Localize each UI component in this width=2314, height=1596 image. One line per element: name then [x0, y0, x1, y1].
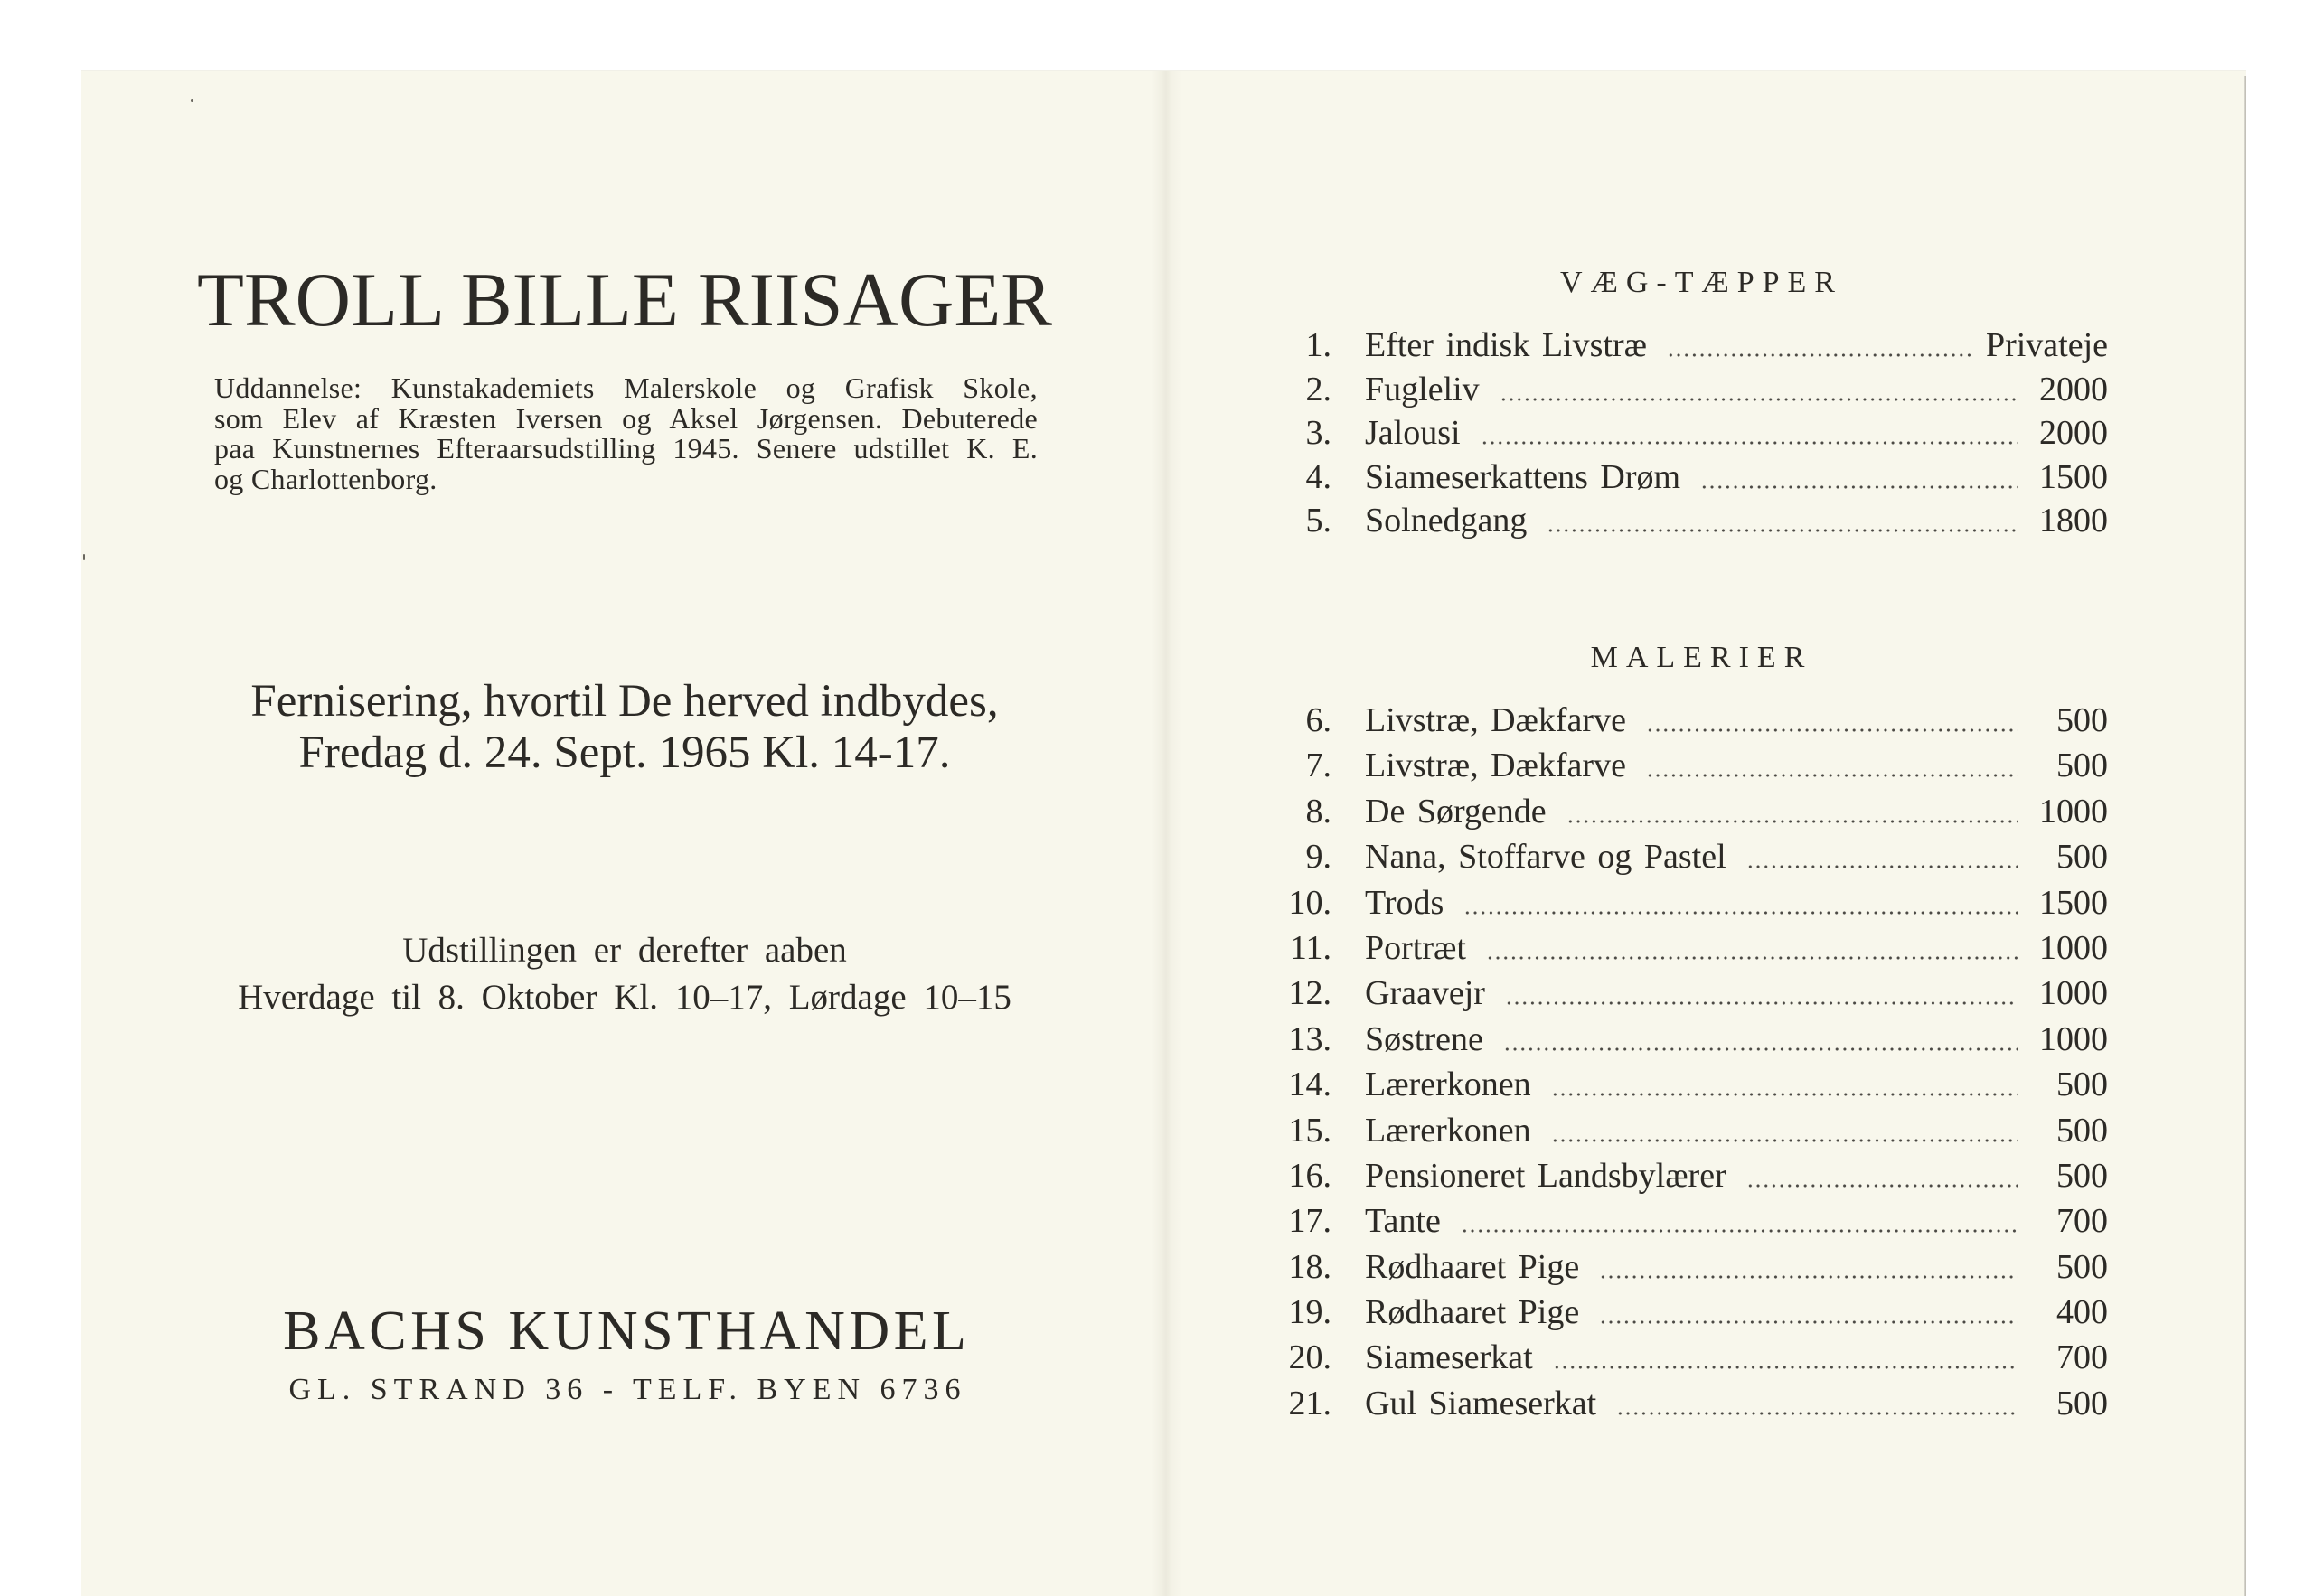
item-title: Graavejr [1365, 974, 1485, 1013]
item-title: Lærerkonen [1365, 1111, 1531, 1150]
catalogue-item [1264, 925, 2108, 971]
bio-line: og Charlottenborg. [214, 463, 437, 496]
item-title: Jalousi [1365, 414, 1461, 453]
item-price: Privateje [1985, 326, 2108, 364]
bio-line: som Elev af Kræsten Iversen og Aksel Jørgensen. Debuterede [214, 401, 1038, 435]
item-title: Pensioneret Landsbylærer [1365, 1156, 1726, 1195]
item-number: 5. [1305, 502, 1331, 540]
artist-biography [214, 373, 1038, 495]
item-title: Portræt [1365, 928, 1466, 967]
dot-leader [1700, 485, 2018, 489]
item-title: De Sørgende [1365, 792, 1547, 831]
catalogue-item [1264, 743, 2108, 788]
item-title: Solnedgang [1365, 502, 1528, 540]
item-number: 9. [1305, 838, 1331, 877]
item-number: 15. [1288, 1111, 1331, 1150]
item-number: 14. [1288, 1066, 1331, 1104]
bio-line: Uddannelse: Kunstakademiets Malerskole og Grafisk Skole, [214, 371, 1038, 404]
item-number: 20. [1288, 1338, 1331, 1377]
item-price: 400 [2056, 1293, 2108, 1332]
item-title: Nana, Stoffarve og Pastel [1365, 838, 1726, 877]
item-price: 1500 [2039, 457, 2108, 496]
item-number: 12. [1288, 974, 1331, 1013]
item-number: 3. [1305, 414, 1331, 453]
item-number: 6. [1305, 701, 1331, 739]
catalogue-item [1264, 1017, 2108, 1062]
catalogue-item [1264, 880, 2108, 925]
item-price: 700 [2056, 1338, 2108, 1377]
catalogue-item [1264, 324, 2108, 368]
dot-leader [1646, 728, 2018, 732]
dot-leader [1746, 865, 2018, 868]
opening-date-line: Fredag d. 24. Sept. 1965 Kl. 14-17. [298, 728, 951, 778]
dot-leader [1551, 1139, 2018, 1142]
paper-right-edge [2244, 76, 2246, 1596]
item-price: 1000 [2039, 974, 2108, 1013]
catalogue-item [1264, 971, 2108, 1016]
item-price: 500 [2056, 746, 2108, 785]
dot-leader [1547, 529, 2018, 532]
item-title: Efter indisk Livstræ [1365, 326, 1647, 364]
item-price: 500 [2056, 1156, 2108, 1195]
catalogue-item [1264, 834, 2108, 879]
item-price: 1000 [2039, 928, 2108, 967]
opening-hours-line: Hverdage til 8. Oktober Kl. 10–17, Lørdage 10–15 [238, 978, 1011, 1017]
paper-speck [83, 554, 85, 560]
catalogue-item [1264, 1198, 2108, 1244]
catalogue-item [1264, 411, 2108, 455]
item-number: 10. [1288, 883, 1331, 922]
gallery-name: BACHS KUNSTHANDEL [283, 1300, 971, 1362]
dot-leader [1551, 1093, 2018, 1096]
catalogue-item [1264, 698, 2108, 743]
item-title: Siameserkat [1365, 1338, 1533, 1377]
paper-speck [191, 99, 193, 102]
item-price: 500 [2056, 701, 2108, 739]
catalogue-item [1264, 368, 2108, 412]
item-title: Livstræ, Dækfarve [1365, 701, 1626, 739]
item-number: 21. [1288, 1384, 1331, 1422]
item-price: 500 [2056, 1066, 2108, 1104]
opening-invitation-line: Fernisering, hvortil De herved indbydes, [250, 676, 999, 727]
item-title: Rødhaaret Pige [1365, 1293, 1580, 1332]
bio-line: paa Kunstnernes Efteraarsudstilling 1945. Senere udstillet K. E. [214, 432, 1038, 465]
catalogue-item [1264, 789, 2108, 834]
item-price: 500 [2056, 838, 2108, 877]
item-price: 1800 [2039, 502, 2108, 540]
item-number: 17. [1288, 1202, 1331, 1241]
item-number: 4. [1305, 457, 1331, 496]
item-title: Lærerkonen [1365, 1066, 1531, 1104]
painting-list [1264, 698, 2108, 1426]
item-price: 700 [2056, 1202, 2108, 1241]
dot-leader [1500, 398, 2018, 401]
dot-leader [1646, 774, 2018, 777]
item-number: 18. [1288, 1247, 1331, 1286]
catalogue-item [1264, 499, 2108, 543]
item-price: 2000 [2039, 414, 2108, 453]
catalogue-item [1264, 1335, 2108, 1380]
tapestry-list [1264, 324, 2108, 543]
catalogue-item [1264, 1062, 2108, 1107]
section-heading-tapestries: VÆG-TÆPPER [1560, 266, 1843, 299]
item-price: 2000 [2039, 370, 2108, 408]
catalogue-item [1264, 1381, 2108, 1426]
gallery-address: GL. STRAND 36 - TELF. BYEN 6736 [288, 1373, 967, 1406]
item-number: 13. [1288, 1019, 1331, 1058]
item-number: 2. [1305, 370, 1331, 408]
catalogue-item [1264, 1290, 2108, 1335]
dot-leader [1461, 1229, 2018, 1233]
catalogue-item [1264, 1108, 2108, 1153]
dot-leader [1566, 820, 2018, 823]
dot-leader [1481, 441, 2018, 445]
dot-leader [1503, 1047, 2018, 1051]
section-heading-paintings: MALERIER [1590, 641, 1813, 674]
item-price: 500 [2056, 1384, 2108, 1422]
item-title: Tante [1365, 1202, 1441, 1241]
item-title: Gul Siameserkat [1365, 1384, 1597, 1422]
dot-leader [1463, 911, 2018, 915]
dot-leader [1616, 1412, 2018, 1415]
item-number: 11. [1289, 928, 1331, 967]
item-number: 8. [1305, 792, 1331, 831]
item-number: 1. [1305, 326, 1331, 364]
dot-leader [1599, 1275, 2018, 1279]
item-number: 7. [1305, 746, 1331, 785]
dot-leader [1746, 1184, 2018, 1188]
exhibition-open-line: Udstillingen er derefter aaben [402, 931, 847, 970]
item-price: 1000 [2039, 1019, 2108, 1058]
dot-leader [1667, 353, 1973, 357]
dot-leader [1553, 1366, 2018, 1369]
item-title: Søstrene [1365, 1019, 1483, 1058]
dot-leader [1599, 1320, 2018, 1324]
item-number: 16. [1288, 1156, 1331, 1195]
item-number: 19. [1288, 1293, 1331, 1332]
item-price: 500 [2056, 1247, 2108, 1286]
catalogue-item [1264, 455, 2108, 500]
item-price: 1000 [2039, 792, 2108, 831]
dot-leader [1505, 1001, 2018, 1005]
item-price: 1500 [2039, 883, 2108, 922]
artist-name: TROLL BILLE RIISAGER [197, 258, 1052, 343]
item-price: 500 [2056, 1111, 2108, 1150]
item-title: Fugleliv [1365, 370, 1480, 408]
catalogue-item [1264, 1244, 2108, 1290]
catalogue-item [1264, 1153, 2108, 1198]
item-title: Trods [1365, 883, 1444, 922]
item-title: Livstræ, Dækfarve [1365, 746, 1626, 785]
item-title: Rødhaaret Pige [1365, 1247, 1580, 1286]
item-title: Siameserkattens Drøm [1365, 457, 1681, 496]
dot-leader [1486, 956, 2018, 960]
